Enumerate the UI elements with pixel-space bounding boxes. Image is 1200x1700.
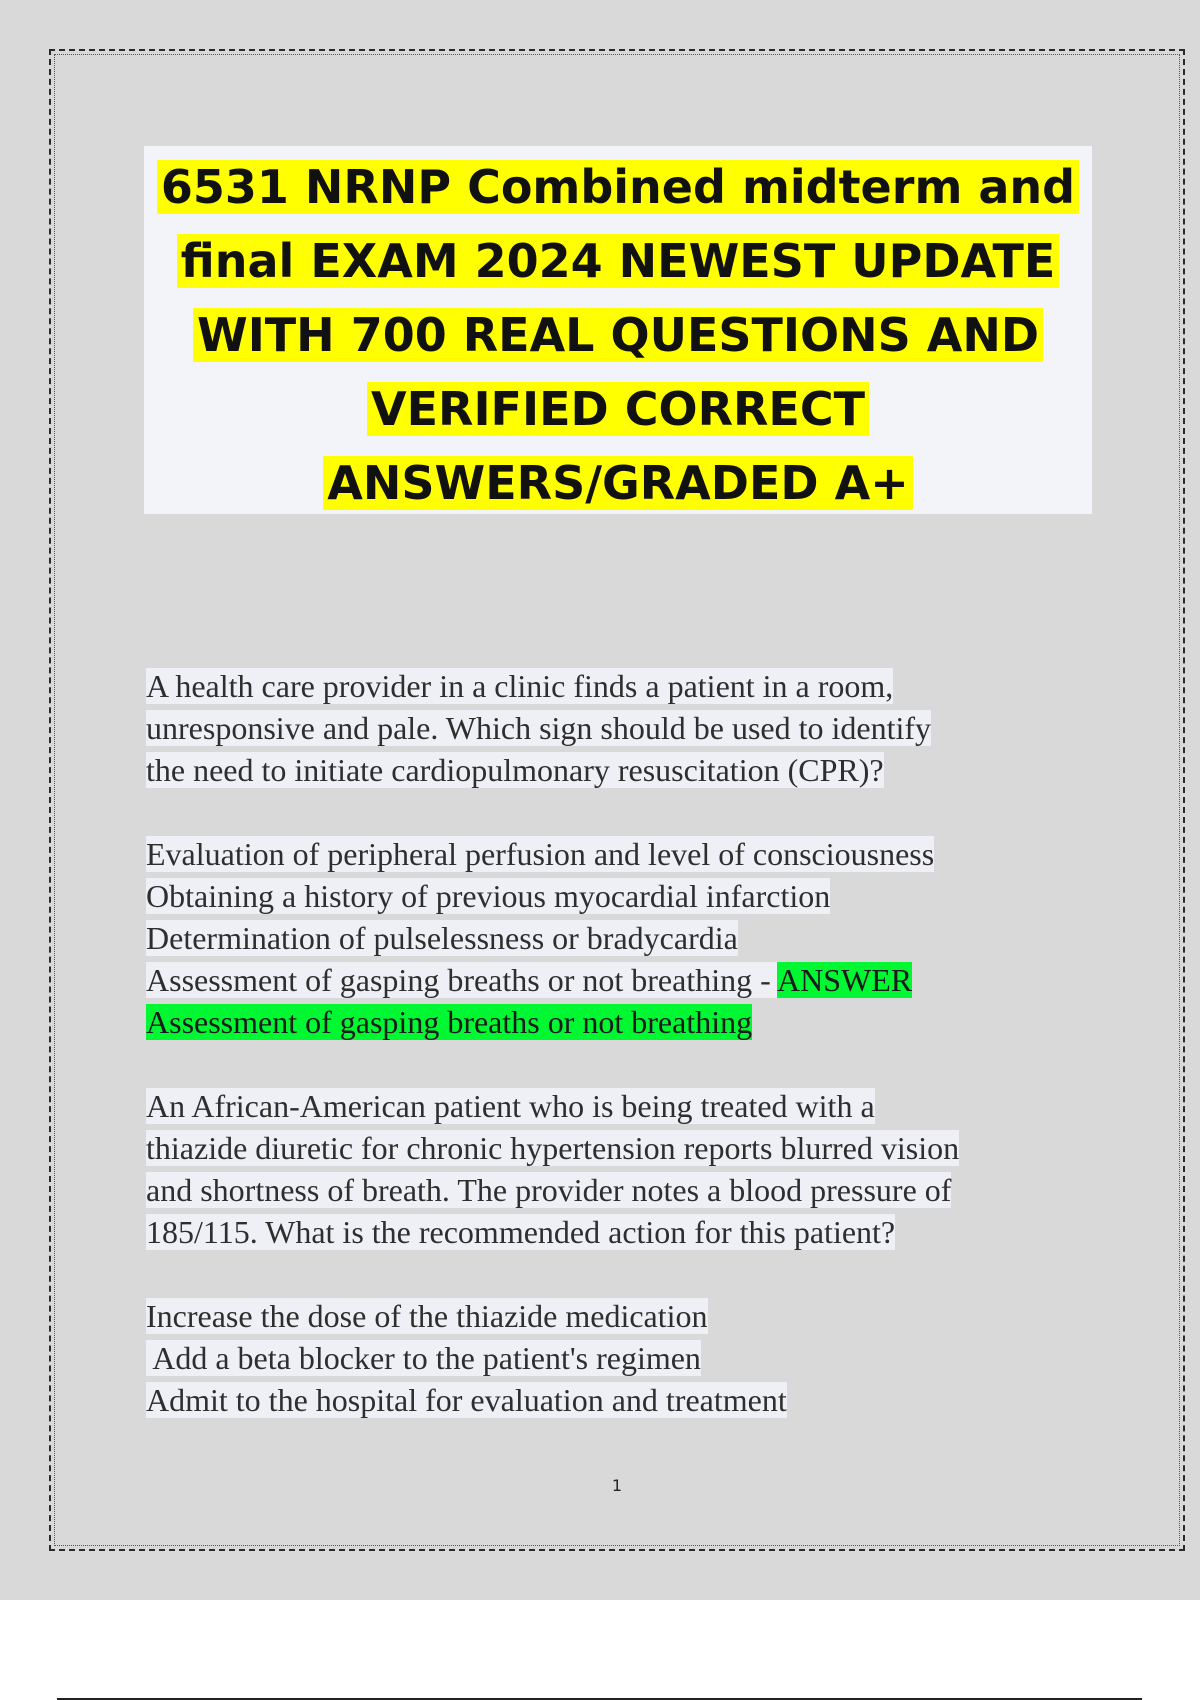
question-2-options [146, 1295, 1096, 1421]
document-content [146, 665, 1096, 1463]
option-line: Determination of pulselessness or bradycardia [146, 920, 738, 956]
page-number: 1 [611, 1476, 623, 1495]
text-line: 185/115. What is the recommended action for this patient? [146, 1214, 896, 1250]
text-line: and shortness of breath. The provider notes a blood pressure of [146, 1172, 952, 1208]
option-line: Evaluation of peripheral perfusion and level of consciousness [146, 836, 935, 872]
text-line: A health care provider in a clinic finds a patient in a room, [146, 668, 894, 704]
document-title-text: 6531 NRNP Combined midterm and final EXAM 2024 NEWEST UPDATE WITH 700 REAL QUESTIONS AND VERIFIED CORRECT ANSWERS/GRADED A+ [157, 160, 1079, 510]
option-line: Admit to the hospital for evaluation and treatment [146, 1382, 787, 1418]
answer-line [146, 1001, 1096, 1043]
text-line: An African-American patient who is being treated with a [146, 1088, 875, 1124]
text-line: unresponsive and pale. Which sign should be used to identify [146, 710, 932, 746]
text-line: the need to initiate cardiopulmonary resuscitation (CPR)? [146, 752, 884, 788]
question-1-options [146, 833, 1096, 1043]
option-line: Obtaining a history of previous myocardial infarction [146, 878, 831, 914]
answer-label: ANSWER [777, 962, 913, 998]
answer-text: Assessment of gasping breaths or not breathing [146, 1004, 753, 1040]
question-2-stem [146, 1085, 1096, 1253]
document-title [144, 150, 1092, 520]
option-line: Assessment of gasping breaths or not breathing - ANSWER [146, 962, 913, 998]
question-1-stem [146, 665, 1096, 791]
option-line: Increase the dose of the thiazide medication [146, 1298, 708, 1334]
option-line: Add a beta blocker to the patient's regimen [146, 1340, 701, 1376]
text-line: thiazide diuretic for chronic hypertension reports blurred vision [146, 1130, 960, 1166]
